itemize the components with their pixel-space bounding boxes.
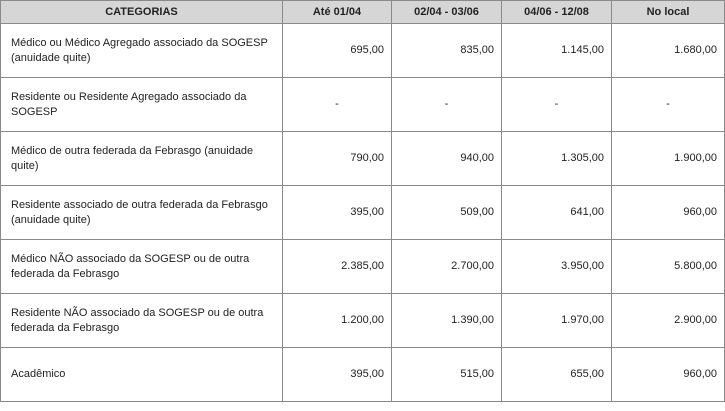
price-cell: 395,00	[283, 348, 392, 402]
table-row	[1, 78, 725, 132]
price-cell: 695,00	[283, 24, 392, 78]
price-cell: 1.200,00	[283, 294, 392, 348]
price-cell: -	[502, 78, 612, 132]
price-cell: -	[283, 78, 392, 132]
price-cell: 2.700,00	[392, 240, 502, 294]
price-cell: -	[392, 78, 502, 132]
price-cell: 655,00	[502, 348, 612, 402]
header-ate-01-04: Até 01/04	[283, 1, 392, 24]
category-cell: Residente associado de outra federada da Febrasgo (anuidade quite)	[1, 186, 283, 240]
price-cell: 960,00	[612, 186, 725, 240]
price-cell: 5.800,00	[612, 240, 725, 294]
category-cell: Médico ou Médico Agregado associado da SOGESP (anuidade quite)	[1, 24, 283, 78]
price-cell: 1.145,00	[502, 24, 612, 78]
category-cell: Acadêmico	[1, 348, 283, 402]
price-cell: 1.390,00	[392, 294, 502, 348]
category-cell: Residente ou Residente Agregado associado da SOGESP	[1, 78, 283, 132]
category-cell: Residente NÃO associado da SOGESP ou de outra federada da Febrasgo	[1, 294, 283, 348]
table-row	[1, 132, 725, 186]
price-cell: 1.680,00	[612, 24, 725, 78]
price-cell: 509,00	[392, 186, 502, 240]
category-cell: Médico NÃO associado da SOGESP ou de outra federada da Febrasgo	[1, 240, 283, 294]
price-cell: 940,00	[392, 132, 502, 186]
table-row	[1, 186, 725, 240]
price-cell: 960,00	[612, 348, 725, 402]
price-cell: 2.900,00	[612, 294, 725, 348]
price-cell: 1.970,00	[502, 294, 612, 348]
price-cell: 1.305,00	[502, 132, 612, 186]
table-row	[1, 348, 725, 402]
header-no-local: No local	[612, 1, 725, 24]
table-row	[1, 24, 725, 78]
header-row	[1, 1, 725, 24]
price-cell: 1.900,00	[612, 132, 725, 186]
price-cell: 395,00	[283, 186, 392, 240]
table-row	[1, 294, 725, 348]
header-02-04-03-06: 02/04 - 03/06	[392, 1, 502, 24]
price-cell: 3.950,00	[502, 240, 612, 294]
header-categorias: CATEGORIAS	[1, 1, 283, 24]
price-cell: 515,00	[392, 348, 502, 402]
category-cell: Médico de outra federada da Febrasgo (anuidade quite)	[1, 132, 283, 186]
price-cell: 835,00	[392, 24, 502, 78]
table-row	[1, 240, 725, 294]
price-cell: 790,00	[283, 132, 392, 186]
price-cell: -	[612, 78, 725, 132]
price-cell: 2.385,00	[283, 240, 392, 294]
price-cell: 641,00	[502, 186, 612, 240]
header-04-06-12-08: 04/06 - 12/08	[502, 1, 612, 24]
